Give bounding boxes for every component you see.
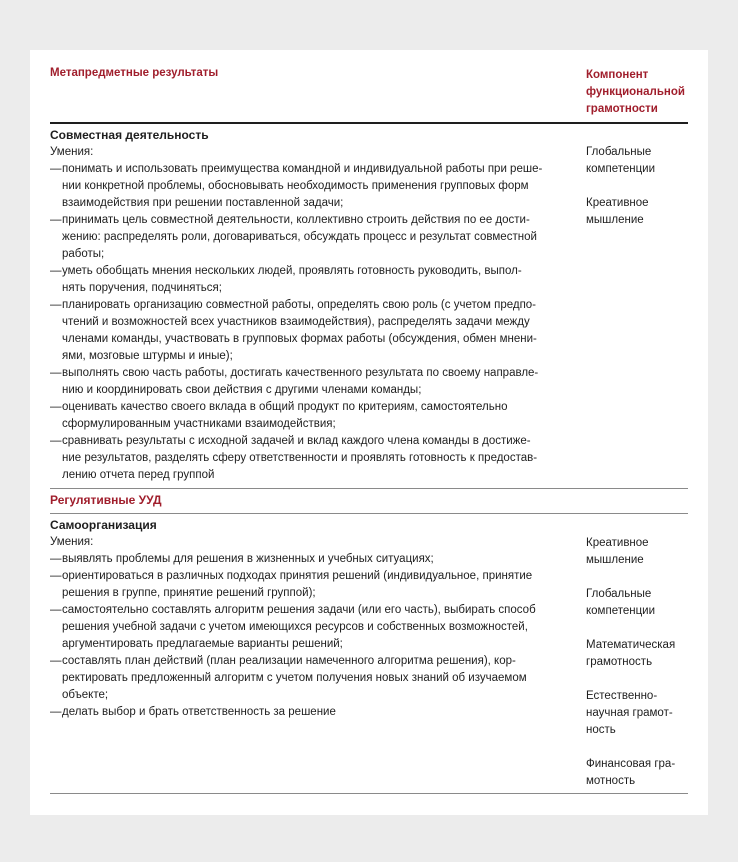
list-item-line: самостоятельно составлять алгоритм решения задачи (или его часть), выбирать способ	[62, 604, 536, 616]
column-header-component-line: Компонент	[586, 69, 649, 81]
list-item-line: лению отчета перед группой	[62, 469, 215, 481]
list-item-line: аргументировать предлагаемые варианты решений;	[62, 638, 343, 650]
dash-bullet: —	[50, 214, 62, 226]
skills-list	[50, 551, 570, 721]
component-line: грамотность	[586, 656, 653, 668]
dash-bullet: —	[50, 706, 62, 718]
list-item-line: делать выбор и брать ответственность за решение	[62, 706, 336, 718]
component-entry	[586, 535, 701, 569]
list-item-line: ориентироваться в различных подходах принятия решений (индивидуальное, принятие	[62, 570, 533, 582]
list-item	[50, 653, 570, 704]
list-item	[50, 263, 570, 297]
component-entry	[586, 144, 701, 178]
bottom-divider	[50, 793, 688, 794]
list-item-line: ями, мозговые штурмы и иные);	[62, 350, 233, 362]
list-item	[50, 365, 570, 399]
component-entry	[586, 586, 701, 620]
component-entry	[586, 688, 701, 739]
dash-bullet: —	[50, 163, 62, 175]
component-line: Глобальные	[586, 146, 652, 158]
list-item	[50, 551, 570, 568]
component-line: ность	[586, 724, 616, 736]
list-item-line: выявлять проблемы для решения в жизненных и учебных ситуациях;	[62, 553, 434, 565]
component-line: компетенции	[586, 605, 656, 617]
skills-label: Умения:	[50, 146, 94, 158]
component-line: мышление	[586, 214, 644, 226]
list-item-line: принимать цель совместной деятельности, коллективно строить действия по ее дости-	[62, 214, 530, 226]
list-item-line: уметь обобщать мнения нескольких людей, проявлять готовность руководить, выпол-	[62, 265, 522, 277]
list-item-line: чтений и возможностей всех участников взаимодействия), распределять задачи между	[62, 316, 530, 328]
component-line: Креативное	[586, 537, 649, 549]
dash-bullet: —	[50, 553, 62, 565]
component-line: мышление	[586, 554, 644, 566]
list-item-line: работы;	[62, 248, 105, 260]
dash-bullet: —	[50, 570, 62, 582]
component-line: Финансовая гра-	[586, 758, 676, 770]
list-item-line: жению: распределять роли, договариваться, обсуждать процесс и результат совместной	[62, 231, 537, 243]
list-item	[50, 399, 570, 433]
component-line: Глобальные	[586, 588, 652, 600]
dash-bullet: —	[50, 367, 62, 379]
list-item-line: планировать организацию совместной работы, определять свою роль (с учетом предпо-	[62, 299, 537, 311]
list-item-line: сформулированным участниками взаимодействия;	[62, 418, 336, 430]
list-item	[50, 568, 570, 602]
list-item	[50, 602, 570, 653]
component-line: Креативное	[586, 197, 649, 209]
list-item	[50, 704, 570, 721]
dash-bullet: —	[50, 604, 62, 616]
list-item-line: решения учебной задачи с учетом имеющихся ресурсов и собственных возможностей,	[62, 621, 528, 633]
dash-bullet: —	[50, 435, 62, 447]
list-item-line: нии конкретной проблемы, обосновывать необходимость применения групповых форм	[62, 180, 529, 192]
components-list	[586, 144, 701, 246]
header-divider	[50, 122, 688, 124]
skills-label: Умения:	[50, 536, 94, 548]
component-entry	[586, 195, 701, 229]
section-joint-activity	[50, 127, 570, 484]
dash-bullet: —	[50, 655, 62, 667]
list-item-line: нию и координировать свои действия с другими членами команды;	[62, 384, 422, 396]
components-list	[586, 535, 701, 807]
regulative-heading: Регулятивные УУД	[50, 493, 162, 507]
list-item-line: ректировать предложенный алгоритм с учетом получения новых знаний об изучаемом	[62, 672, 527, 684]
section-divider	[50, 513, 688, 514]
document-page	[30, 50, 708, 815]
list-item	[50, 433, 570, 484]
dash-bullet: —	[50, 265, 62, 277]
column-header-component-line: функциональной	[586, 86, 685, 98]
component-entry	[586, 637, 701, 671]
column-header-results: Метапредметные результаты	[50, 67, 219, 79]
section-title: Совместная деятельность	[50, 128, 209, 142]
list-item-line: выполнять свою часть работы, достигать качественного результата по своему направле-	[62, 367, 539, 379]
column-header-component	[586, 67, 701, 118]
section-self-organization	[50, 517, 570, 721]
list-item-line: понимать и использовать преимущества командной и индивидуальной работы при реше-	[62, 163, 543, 175]
component-entry	[586, 756, 701, 790]
component-line: научная грамот-	[586, 707, 673, 719]
component-line: компетенции	[586, 163, 656, 175]
list-item-line: решения в группе, принятие решений группой);	[62, 587, 316, 599]
component-line: Математическая	[586, 639, 676, 651]
list-item-line: нять поручения, подчиняться;	[62, 282, 222, 294]
list-item	[50, 297, 570, 365]
dash-bullet: —	[50, 299, 62, 311]
section-title: Самоорганизация	[50, 518, 157, 532]
list-item-line: ние результатов, разделять сферу ответственности и проявлять готовность к предостав-	[62, 452, 538, 464]
skills-list	[50, 161, 570, 484]
list-item	[50, 212, 570, 263]
component-line: Естественно-	[586, 690, 658, 702]
list-item-line: объекте;	[62, 689, 109, 701]
list-item	[50, 161, 570, 212]
column-header-component-line: грамотности	[586, 103, 658, 115]
list-item-line: взаимодействия при решении поставленной задачи;	[62, 197, 344, 209]
list-item-line: членами команды, участвовать в групповых формах работы (обсуждения, обмен мнени-	[62, 333, 537, 345]
list-item-line: составлять план действий (план реализации намеченного алгоритма решения), кор-	[62, 655, 516, 667]
section-divider	[50, 488, 688, 489]
component-line: мотность	[586, 775, 636, 787]
list-item-line: оценивать качество своего вклада в общий продукт по критериям, самостоятельно	[62, 401, 508, 413]
dash-bullet: —	[50, 401, 62, 413]
list-item-line: сравнивать результаты с исходной задачей и вклад каждого члена команды в достиже-	[62, 435, 531, 447]
